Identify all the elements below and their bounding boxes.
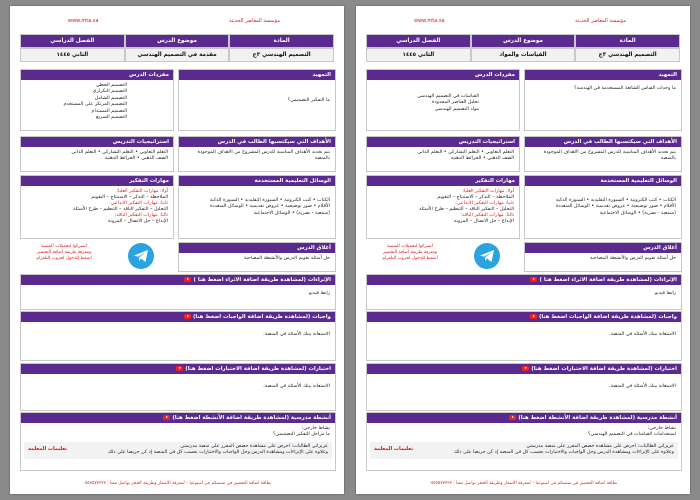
vocab-title: مفردات الدرس (367, 70, 519, 80)
activity-line: نشاط خارجي: (647, 426, 676, 431)
promo-line: اشتركوا لتحميلات المنصة (41, 244, 87, 249)
activities-box (366, 412, 682, 471)
youtube-icon[interactable] (522, 366, 529, 371)
notes-line: عزيزاتي الطالبات: احرص على مشاهدة حصص المقرر على منصة مدرستي (180, 443, 328, 449)
goals-box (524, 136, 682, 172)
enrich-title[interactable] (21, 275, 335, 285)
closing-box (524, 242, 682, 272)
tests-title[interactable] (367, 364, 681, 374)
vocab-item: التصميم الشامل (94, 95, 127, 101)
intro-box (524, 69, 682, 131)
homework-text: الاستعانة ببنك الأسئلة في المنصة. (263, 332, 330, 337)
term-value: الثاني ١٤٤٥ (20, 48, 125, 62)
lesson-value: القياسات والمواد (471, 48, 576, 62)
vocab-title: مفردات الدرس (21, 70, 173, 80)
tests-title-text: اختبارات (لمشاهدة طريقة اضافة الاختبارات اضغط هنا) (531, 366, 677, 372)
means-line: الأقلام • صور توضيحية • عروض تقديمية • الوسائل المتعددة (556, 204, 676, 210)
goals-box (178, 136, 336, 172)
strategies-line: الصف الذهني • الخرائط الذهنية (104, 156, 168, 162)
tests-title[interactable] (21, 364, 335, 374)
thinking-line: الإبداع – حل الاتصال – المرونة (453, 219, 514, 224)
activities-title-text: أنشطة مدرسية (لمشاهدة طريقة اضافة الأنشطة اضغط هنا) (172, 415, 331, 421)
promo-line: اضغط للدخول لجروب التلغرام (36, 256, 92, 261)
subject-header: المادة (575, 34, 680, 48)
intro-title: التمهيد (179, 70, 335, 80)
youtube-icon[interactable] (530, 277, 537, 282)
closing-box (178, 242, 336, 272)
vocab-item: التصميم التكراري (92, 89, 127, 95)
means-line: الأقلام • صور توضيحية • عروض تقديمية • الوسائل المتعددة (210, 204, 330, 210)
closing-text: حل أسئلة تقويم الدرس والأنشطة المصاحبة (589, 256, 676, 261)
means-line: (سمعية - بصرية) • الوسائل الاجتماعية (599, 210, 676, 216)
activity-line: استخدامات القياسات في التصميم الهندسي؟ (587, 432, 676, 438)
promo-line: اضغط للدخول لجروب التلغرام (382, 256, 438, 261)
closing-title: أغلاق الدرس (179, 243, 335, 253)
vocab-box (20, 69, 174, 131)
thinking-line: أولا: مهارات التفكير العليا: (462, 189, 514, 194)
homework-box (20, 311, 336, 361)
strategies-box (20, 136, 174, 172)
activities-title-text: أنشطة مدرسية (لمشاهدة طريقة اضافة الأنشطة اضغط هنا) (518, 415, 677, 421)
homework-title-text: واجبات (لمشاهدة طريقة اضافة الواجبات اضغط هنا) (538, 314, 677, 320)
means-line: الكتاب • كتب الكترونية • السبورة التقليدية • السبورة الذكية (209, 198, 330, 203)
thinking-line: الملاحظة – التذكر – الاستنتاج – التقويم (91, 195, 168, 200)
thinking-line: أولا: مهارات التفكير العليا: (116, 189, 168, 194)
enrich-title-text: الإثراءات (لمشاهدة طريقة اضافة الاثراء اضغط هنا ) (539, 277, 677, 283)
thinking-line: التحليل – التفكير الناقد – التنظيم – طرح الأسئلة (419, 207, 514, 212)
strategies-box (366, 136, 520, 172)
activity-line: نشاط خارجي: (301, 426, 330, 431)
telegram-promo[interactable] (370, 244, 450, 262)
subject-value: التصميم الهندسي ٣ج (229, 48, 334, 62)
vocab-item: التصميم السريع (96, 115, 127, 121)
telegram-icon[interactable] (128, 243, 154, 269)
page-footer: بطاقة اضافة التحضير في منصتكم في اسبوعيا – لمعرفة الاسعار وطريقة الحجز تواصل معنا : ٠٥٥٧٥٧٧٣٣٣ (82, 481, 272, 486)
term-value: الثاني ١٤٤٥ (366, 48, 471, 62)
means-line: الكتاب • كتب الكترونية • السبورة التقليدية • السبورة الذكية (555, 198, 676, 203)
youtube-icon[interactable] (509, 415, 516, 420)
thinking-box (366, 175, 520, 239)
goals-line: يتم تحديد الأهداف المناسبة للدرس المشروح من الاهداف الموجودة (543, 150, 676, 155)
intro-text: ما التفكير التصميمي؟ (287, 98, 330, 103)
youtube-icon[interactable] (184, 277, 191, 282)
youtube-icon[interactable] (530, 314, 537, 319)
strategies-line: التعلم التعاوني • التعلم التشاركي • التعلم الذاتي (71, 150, 168, 155)
closing-title: أغلاق الدرس (525, 243, 681, 253)
vocab-item: تحليل العناصر المحدودة (431, 100, 479, 106)
thinking-line: ثانيا: مهارات التفكير الابداعي: (109, 201, 168, 206)
lesson-info-table (366, 34, 680, 62)
enrich-text[interactable]: رابط فيديو (308, 291, 330, 296)
thinking-line: الإبداع – حل الاتصال – المرونة (107, 219, 168, 224)
promo-line: ومعرفة طريقة اضافة التحضير (36, 250, 92, 255)
promo-line: اشتركوا لتحميلات المنصة (387, 244, 433, 249)
means-line: (سمعية - بصرية) • الوسائل الاجتماعية (253, 210, 330, 216)
lesson-page-1 (10, 6, 344, 494)
vocab-item: مواد التصميم الهندسي (434, 106, 479, 112)
goals-title: الأهداف التي سيكتسبها الطالب في الدرس (525, 137, 681, 147)
promo-line: ومعرفة طريقة اضافة التحضير (382, 250, 438, 255)
strategies-title: استراتيجيات التدريس (21, 137, 173, 147)
goals-line: بالمنصة (314, 156, 330, 162)
tests-text: الاستعانة ببنك الأسئلة في المنصة. (609, 384, 676, 389)
page-footer: بطاقة اضافة التحضير في منصتكم في اسبوعيا – لمعرفة الاسعار وطريقة الحجز تواصل معنا : ٠٥٥٧٥٧٧٣٣٣ (428, 481, 618, 486)
homework-title[interactable] (367, 312, 681, 322)
homework-text: الاستعانة ببنك الأسئلة في المنصة. (609, 332, 676, 337)
term-header: الفصل الدراسي (20, 34, 125, 48)
vocab-item: التصميم المستدام (91, 108, 127, 114)
lesson-header: موضوع الدرس (471, 34, 576, 48)
tests-text: الاستعانة ببنك الأسئلة في المنصة. (263, 384, 330, 389)
thinking-line: التحليل – التفكير الناقد – التنظيم – طرح الأسئلة (73, 207, 168, 212)
activities-title[interactable] (21, 413, 335, 423)
lesson-value: مقدمة في التصميم الهندسي (125, 48, 230, 62)
subject-value: التصميم الهندسي ٣ج (575, 48, 680, 62)
means-box (524, 175, 682, 239)
intro-text: ما وحدات القياس الشائعة المستخدمة في الهندسة؟ (573, 86, 676, 91)
notes-label: تعليمات المعلمة (374, 445, 413, 452)
enrich-text[interactable]: رابط فيديو (654, 291, 676, 296)
notes-line: وعلاوة على الإثراءات ومشاهدة الدرس وحل الواجبات والاختبارات بحسب كل في المنصة إذ كن حريصا على ذلك (107, 450, 328, 456)
tests-title-text: اختبارات (لمشاهدة طريقة اضافة الاختبارات اضغط هنا) (185, 366, 331, 372)
org-name: مؤسسة المعاصر الحديثة (575, 18, 626, 24)
thinking-box (20, 175, 174, 239)
page-header (16, 18, 338, 30)
thinking-title: مهارات التفكير (21, 176, 173, 186)
thinking-line: الملاحظة – التذكر – الاستنتاج – التقويم (437, 195, 514, 200)
strategies-title: استراتيجيات التدريس (367, 137, 519, 147)
goals-line: يتم تحديد الأهداف المناسبة للدرس المشروح من الاهداف الموجودة (197, 150, 330, 155)
tests-box (20, 363, 336, 411)
homework-box (366, 311, 682, 361)
enrich-box (366, 274, 682, 310)
intro-box (178, 69, 336, 131)
enrich-box (20, 274, 336, 310)
youtube-icon[interactable] (163, 415, 170, 420)
vocab-item: القياسات في التصميم الهندسي (417, 94, 479, 99)
activity-line: ما مراحل التفكير التصميمي؟ (272, 432, 330, 438)
vocab-box (366, 69, 520, 131)
youtube-icon[interactable] (176, 366, 183, 371)
page-header (362, 18, 684, 30)
activities-box (20, 412, 336, 471)
notes-label: تعليمات المعلمة (28, 445, 67, 452)
site-url[interactable]: www.mta.sa (68, 18, 99, 24)
term-header: الفصل الدراسي (366, 34, 471, 48)
notes-line: وعلاوة على الإثراءات ومشاهدة الدرس وحل الواجبات والاختبارات بحسب كل في المنصة إذ كن حريصا على ذلك (453, 450, 674, 456)
means-title: الوسائل التعليمية المستخدمة (525, 176, 681, 186)
lesson-info-table (20, 34, 334, 62)
closing-text: حل أسئلة تقويم الدرس والأنشطة المصاحبة (243, 256, 330, 261)
org-name: مؤسسة المعاصر الحديثة (229, 18, 280, 24)
vocab-item: التصميم المرتكز على المستخدم (63, 102, 127, 108)
goals-title: الأهداف التي سيكتسبها الطالب في الدرس (179, 137, 335, 147)
homework-title-text: واجبات (لمشاهدة طريقة اضافة الواجبات اضغط هنا) (192, 314, 331, 320)
strategies-line: التعلم التعاوني • التعلم التشاركي • التعلم الذاتي (417, 150, 514, 155)
notes-line: عزيزاتي الطالبات: احرص على مشاهدة حصص المقرر على منصة مدرستي (526, 443, 674, 449)
youtube-icon[interactable] (184, 314, 191, 319)
site-url[interactable]: www.mta.sa (414, 18, 445, 24)
goals-line: بالمنصة (660, 156, 676, 162)
telegram-promo[interactable] (24, 244, 104, 262)
enrich-title[interactable] (367, 275, 681, 285)
thinking-line: ثانيا: مهارات التفكير الابداعي: (455, 201, 514, 206)
thinking-line: ثالثا: مهارات التفكير الناقد: (114, 213, 168, 218)
subject-header: المادة (229, 34, 334, 48)
activities-title[interactable] (367, 413, 681, 423)
lesson-header: موضوع الدرس (125, 34, 230, 48)
homework-title[interactable] (21, 312, 335, 322)
thinking-title: مهارات التفكير (367, 176, 519, 186)
strategies-line: الصف الذهني • الخرائط الذهنية (450, 156, 514, 162)
thinking-line: ثالثا: مهارات التفكير الناقد: (460, 213, 514, 218)
vocab-item: التصميم الخطي (95, 83, 127, 88)
intro-title: التمهيد (525, 70, 681, 80)
means-box (178, 175, 336, 239)
tests-box (366, 363, 682, 411)
telegram-icon[interactable] (474, 243, 500, 269)
lesson-page-2 (356, 6, 690, 494)
means-title: الوسائل التعليمية المستخدمة (179, 176, 335, 186)
enrich-title-text: الإثراءات (لمشاهدة طريقة اضافة الاثراء اضغط هنا ) (193, 277, 331, 283)
